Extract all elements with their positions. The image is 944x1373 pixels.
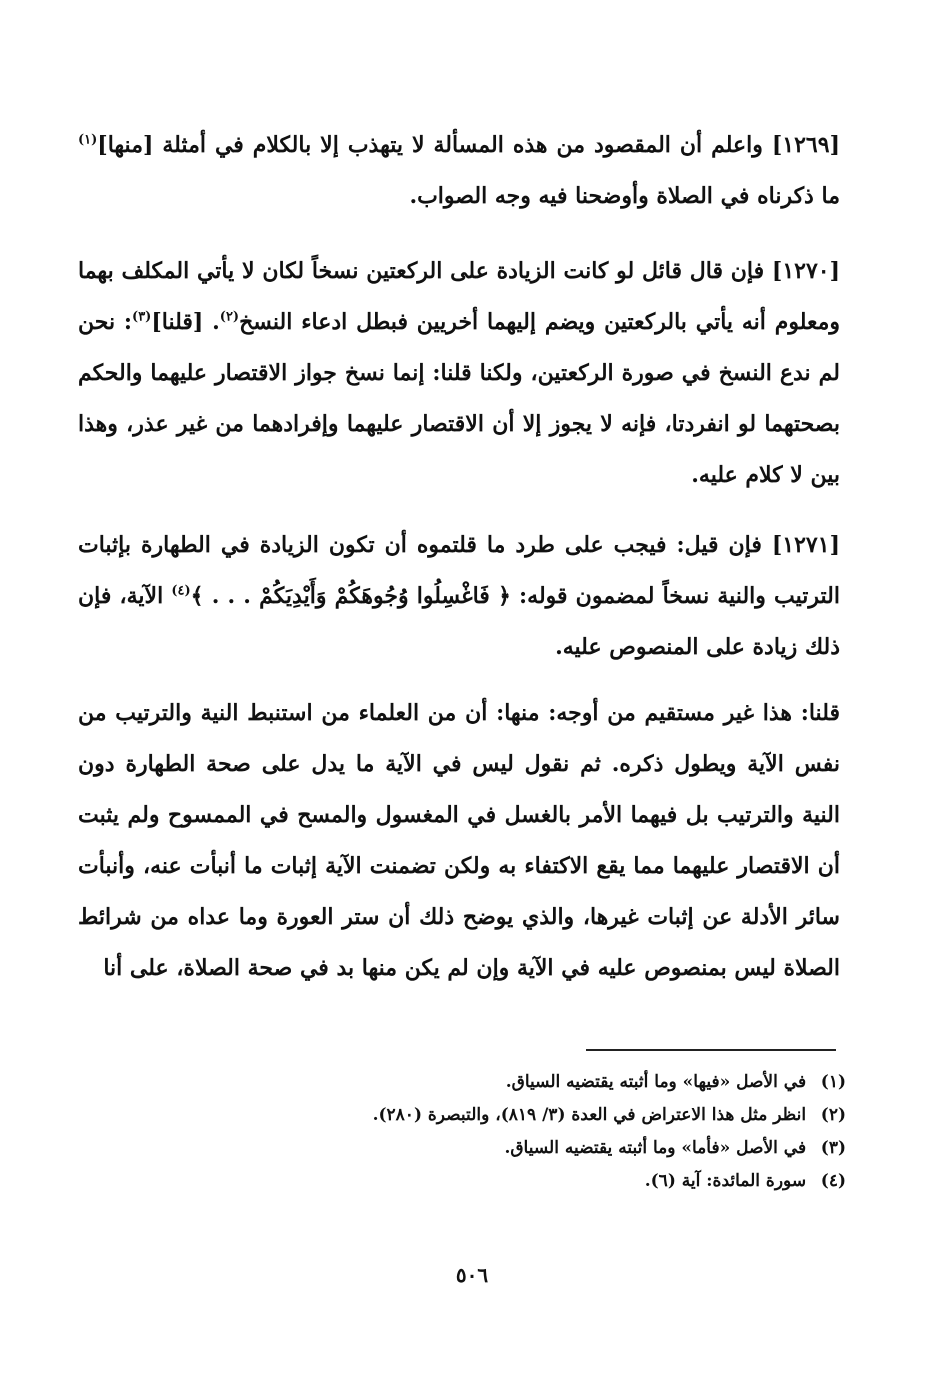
paragraph-text: : نحن لم ندع النسخ في صورة الركعتين، ولكنا قلنا: إنما نسخ جواز الاقتصار عليهما والحكم بصحتهما لو انفردتا، فإنه لا يجوز إلا أن الاقتصار عليهما وإفرادهما من غير عذر، وهذا بين لا كلام عليه.: [78, 309, 840, 488]
paragraph-text: . [قلنا]: [151, 309, 220, 335]
footnote-text: في الأصل «فيها» وما أثبته يقتضيه السياق.: [505, 1072, 807, 1092]
paragraph-text: واعلم أن المقصود من هذه المسألة لا يتهذب إلا بالكلام في أمثلة [منها]: [97, 132, 763, 158]
footnote-number: (٤): [820, 1171, 846, 1191]
footnote-3: [100, 1132, 846, 1165]
paragraph-number: [١٢٦٩]: [771, 132, 840, 158]
footnote-ref: (٣): [132, 309, 152, 325]
paragraph-number: [١٢٧٠]: [771, 258, 840, 284]
footnote-ref: (١): [78, 132, 98, 148]
paragraph-text: فإن قال قائل لو كانت الزيادة على الركعتين نسخاً لكان لا يأتي المكلف بهما ومعلوم أنه يأتي بالركعتين ويضم إليهما أخريين فبطل ادعاء النسخ: [78, 258, 841, 335]
footnote-text: سورة المائدة: آية (٦).: [644, 1171, 807, 1191]
paragraph-1270: [78, 246, 840, 501]
footnote-4: [100, 1165, 846, 1198]
paragraph-text: الآية، فإن ذلك زيادة على المنصوص عليه.: [78, 583, 840, 660]
footnote-ref: (٢): [219, 309, 240, 325]
footnote-separator: [586, 1049, 836, 1051]
footnote-number: (٢): [820, 1105, 846, 1125]
footnotes: [100, 1066, 846, 1198]
paragraph-text: قلنا: هذا غير مستقيم من أوجه: منها: أن من العلماء من استنبط النية والترتيب من نفس الآية ويطول ذكره. ثم نقول ليس في الآية ما يدل على صحة الطهارة دون النية والترتيب بل فيهما الأمر بالغسل في المغسول والمسح في الممسوح ولم يثبت أن الاقتصار عليهما مما يقع الاكتفاء به ولكن تضمنت الآية إثبات ما أنبأت عنه، وأنبأت سائر الأدلة عن إثبات غيرها، والذي يوضح ذلك أن ستر العورة وما عداه من شرائط الصلاة ليس بمنصوص عليه في الآية وإن لم يكن منها بد في صحة الصلاة، على أنا: [78, 700, 840, 981]
paragraph-number: [١٢٧١]: [771, 532, 840, 558]
footnote-number: (٣): [820, 1138, 846, 1158]
quran-verse: ﴿ فَاغْسِلُوا وُجُوهَكُمْ وَأَيْدِيَكُمْ . . . ﴾: [190, 583, 511, 609]
paragraph-text: ما ذكرناه في الصلاة وأوضحنا فيه وجه الصواب.: [409, 183, 840, 209]
footnote-number: (١): [820, 1072, 846, 1092]
paragraph-reply: [78, 688, 840, 994]
footnote-text: انظر مثل هذا الاعتراض في العدة (٣/ ٨١٩)، والتبصرة (٢٨٠).: [372, 1105, 807, 1125]
paragraph-text: فإن قيل: فيجب على طرد ما قلتموه أن تكون الزيادة في الطهارة بإثبات الترتيب والنية نسخاً لمضمون قوله:: [78, 532, 840, 609]
paragraph-1269: [78, 120, 840, 222]
paragraph-1271: [78, 520, 840, 673]
footnote-text: في الأصل «فأما» وما أثبته يقتضيه السياق.: [504, 1138, 807, 1158]
footnote-2: [100, 1099, 846, 1132]
footnote-1: [100, 1066, 846, 1099]
page-number: ٥٠٦: [455, 1263, 489, 1287]
footnote-ref: (٤): [171, 583, 191, 599]
